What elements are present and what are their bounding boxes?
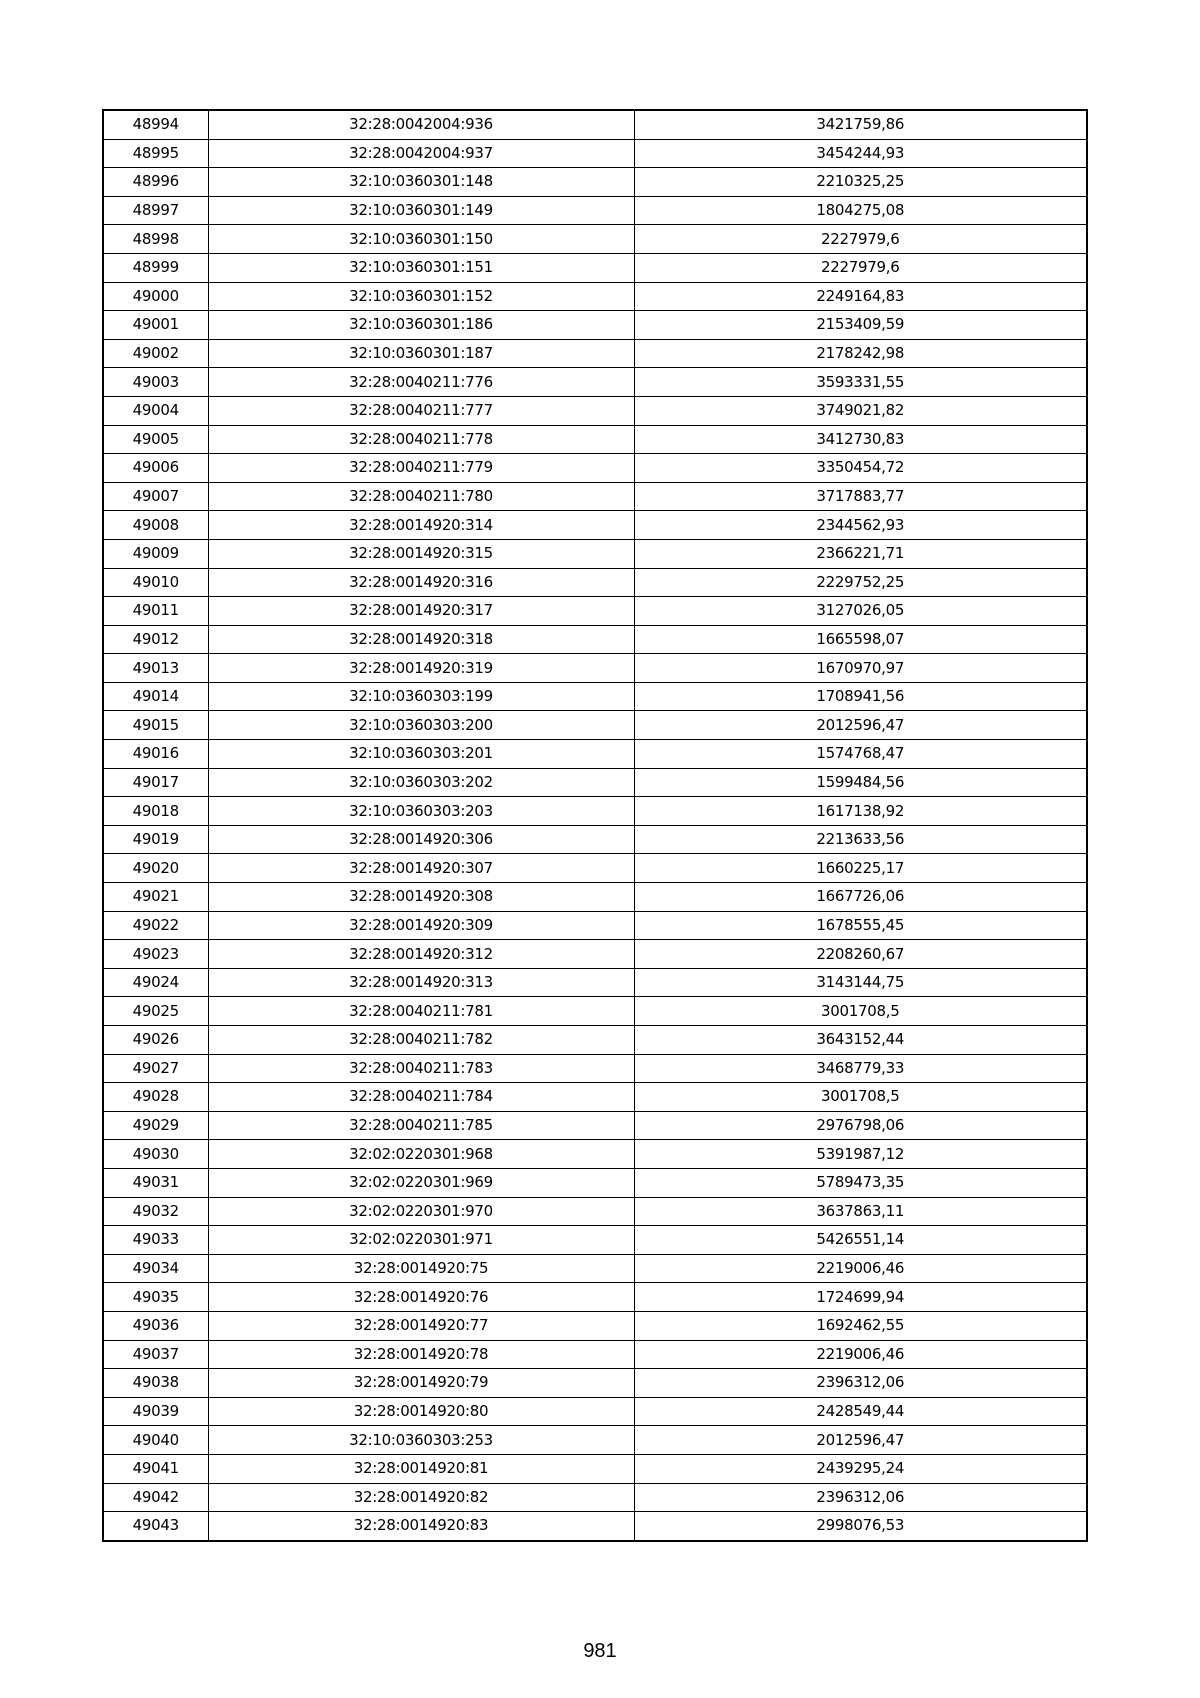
cadastral-number-cell: 32:28:0040211:784 [208,1083,634,1112]
value-cell: 3643152,44 [634,1026,1087,1055]
value-cell: 2998076,53 [634,1512,1087,1541]
table-row [103,625,1087,654]
value-cell: 3412730,83 [634,425,1087,454]
cadastral-number-cell: 32:28:0014920:313 [208,968,634,997]
table-row [103,1283,1087,1312]
table-row [103,1140,1087,1169]
row-number-cell: 49025 [103,997,208,1026]
row-number-cell: 49043 [103,1512,208,1541]
value-cell: 2229752,25 [634,568,1087,597]
row-number-cell: 49017 [103,768,208,797]
cadastral-number-cell: 32:10:0360301:149 [208,196,634,225]
table-row [103,682,1087,711]
table-row [103,968,1087,997]
value-cell: 5391987,12 [634,1140,1087,1169]
value-cell: 2208260,67 [634,940,1087,969]
table-row [103,1397,1087,1426]
cadastral-number-cell: 32:28:0014920:309 [208,911,634,940]
table-row [103,168,1087,197]
value-cell: 3421759,86 [634,110,1087,139]
table-row [103,253,1087,282]
cadastral-number-cell: 32:28:0014920:307 [208,854,634,883]
cadastral-number-cell: 32:02:0220301:971 [208,1226,634,1255]
table-row [103,568,1087,597]
cadastral-number-cell: 32:10:0360301:152 [208,282,634,311]
value-cell: 2396312,06 [634,1483,1087,1512]
table-row [103,225,1087,254]
row-number-cell: 49040 [103,1426,208,1455]
table-row [103,997,1087,1026]
value-cell: 1660225,17 [634,854,1087,883]
value-cell: 3637863,11 [634,1197,1087,1226]
value-cell: 3127026,05 [634,597,1087,626]
row-number-cell: 49041 [103,1454,208,1483]
row-number-cell: 49010 [103,568,208,597]
table-row [103,1426,1087,1455]
cadastral-number-cell: 32:28:0040211:783 [208,1054,634,1083]
cadastral-number-cell: 32:10:0360303:200 [208,711,634,740]
value-cell: 1665598,07 [634,625,1087,654]
cadastral-number-cell: 32:28:0014920:319 [208,654,634,683]
cadastral-number-cell: 32:10:0360301:151 [208,253,634,282]
row-number-cell: 48995 [103,139,208,168]
row-number-cell: 49035 [103,1283,208,1312]
table-row [103,883,1087,912]
value-cell: 2976798,06 [634,1111,1087,1140]
value-cell: 2366221,71 [634,539,1087,568]
cadastral-number-cell: 32:28:0042004:937 [208,139,634,168]
value-cell: 2219006,46 [634,1254,1087,1283]
value-cell: 2210325,25 [634,168,1087,197]
cadastral-number-cell: 32:28:0014920:315 [208,539,634,568]
row-number-cell: 49027 [103,1054,208,1083]
cadastral-number-cell: 32:10:0360303:203 [208,797,634,826]
value-cell: 2227979,6 [634,225,1087,254]
table-row [103,1454,1087,1483]
table-row [103,368,1087,397]
cadastral-number-cell: 32:28:0014920:306 [208,825,634,854]
table-row [103,139,1087,168]
row-number-cell: 49009 [103,539,208,568]
row-number-cell: 49013 [103,654,208,683]
row-number-cell: 49037 [103,1340,208,1369]
cadastral-number-cell: 32:28:0014920:77 [208,1311,634,1340]
cadastral-number-cell: 32:10:0360301:150 [208,225,634,254]
cadastral-number-cell: 32:28:0040211:782 [208,1026,634,1055]
table-row [103,1026,1087,1055]
row-number-cell: 49030 [103,1140,208,1169]
cadastral-number-cell: 32:28:0040211:777 [208,396,634,425]
cadastral-number-cell: 32:02:0220301:969 [208,1168,634,1197]
cadastral-number-cell: 32:28:0040211:785 [208,1111,634,1140]
row-number-cell: 49018 [103,797,208,826]
cadastral-value-table [102,109,1088,1542]
value-cell: 2012596,47 [634,1426,1087,1455]
row-number-cell: 49003 [103,368,208,397]
cadastral-number-cell: 32:28:0042004:936 [208,110,634,139]
table-body [103,110,1087,1541]
cadastral-number-cell: 32:28:0014920:314 [208,511,634,540]
value-cell: 3001708,5 [634,997,1087,1026]
row-number-cell: 49016 [103,740,208,769]
cadastral-number-cell: 32:10:0360303:253 [208,1426,634,1455]
value-cell: 1708941,56 [634,682,1087,711]
cadastral-number-cell: 32:28:0014920:317 [208,597,634,626]
table-row [103,1254,1087,1283]
row-number-cell: 49008 [103,511,208,540]
cadastral-number-cell: 32:28:0040211:778 [208,425,634,454]
cadastral-number-cell: 32:10:0360301:148 [208,168,634,197]
value-cell: 2227979,6 [634,253,1087,282]
row-number-cell: 49032 [103,1197,208,1226]
row-number-cell: 49006 [103,454,208,483]
value-cell: 3001708,5 [634,1083,1087,1112]
table-row [103,1197,1087,1226]
row-number-cell: 49005 [103,425,208,454]
cadastral-number-cell: 32:28:0014920:76 [208,1283,634,1312]
value-cell: 2344562,93 [634,511,1087,540]
row-number-cell: 48994 [103,110,208,139]
cadastral-number-cell: 32:02:0220301:970 [208,1197,634,1226]
value-cell: 5426551,14 [634,1226,1087,1255]
value-cell: 2213633,56 [634,825,1087,854]
value-cell: 1692462,55 [634,1311,1087,1340]
table-row [103,196,1087,225]
row-number-cell: 49021 [103,883,208,912]
row-number-cell: 49015 [103,711,208,740]
value-cell: 2428549,44 [634,1397,1087,1426]
table-row [103,1168,1087,1197]
table-row [103,940,1087,969]
row-number-cell: 49036 [103,1311,208,1340]
cadastral-number-cell: 32:28:0040211:776 [208,368,634,397]
table-row [103,1083,1087,1112]
table-row [103,110,1087,139]
row-number-cell: 49038 [103,1369,208,1398]
value-cell: 1724699,94 [634,1283,1087,1312]
table-row [103,1512,1087,1541]
value-cell: 2249164,83 [634,282,1087,311]
table-row [103,482,1087,511]
cadastral-number-cell: 32:10:0360301:186 [208,311,634,340]
cadastral-number-cell: 32:28:0040211:779 [208,454,634,483]
value-cell: 1599484,56 [634,768,1087,797]
table-row [103,539,1087,568]
table-row [103,825,1087,854]
row-number-cell: 48996 [103,168,208,197]
value-cell: 2439295,24 [634,1454,1087,1483]
row-number-cell: 49014 [103,682,208,711]
cadastral-number-cell: 32:10:0360303:201 [208,740,634,769]
row-number-cell: 49007 [103,482,208,511]
cadastral-number-cell: 32:28:0014920:308 [208,883,634,912]
table-row [103,511,1087,540]
table-row [103,1483,1087,1512]
cadastral-number-cell: 32:28:0014920:82 [208,1483,634,1512]
table-row [103,282,1087,311]
value-cell: 1667726,06 [634,883,1087,912]
row-number-cell: 49031 [103,1168,208,1197]
row-number-cell: 49023 [103,940,208,969]
value-cell: 2012596,47 [634,711,1087,740]
row-number-cell: 49026 [103,1026,208,1055]
cadastral-number-cell: 32:28:0014920:78 [208,1340,634,1369]
cadastral-number-cell: 32:28:0014920:81 [208,1454,634,1483]
cadastral-number-cell: 32:28:0040211:781 [208,997,634,1026]
value-cell: 3350454,72 [634,454,1087,483]
cadastral-number-cell: 32:28:0040211:780 [208,482,634,511]
row-number-cell: 49028 [103,1083,208,1112]
value-cell: 1574768,47 [634,740,1087,769]
row-number-cell: 49020 [103,854,208,883]
table-row [103,1226,1087,1255]
value-cell: 3468779,33 [634,1054,1087,1083]
table-row [103,1369,1087,1398]
table-row [103,768,1087,797]
value-cell: 3454244,93 [634,139,1087,168]
row-number-cell: 49002 [103,339,208,368]
table-row [103,425,1087,454]
table-row [103,1111,1087,1140]
table-row [103,1054,1087,1083]
value-cell: 2153409,59 [634,311,1087,340]
table-row [103,396,1087,425]
cadastral-number-cell: 32:28:0014920:83 [208,1512,634,1541]
cadastral-number-cell: 32:28:0014920:80 [208,1397,634,1426]
value-cell: 2219006,46 [634,1340,1087,1369]
table-row [103,1311,1087,1340]
cadastral-number-cell: 32:10:0360301:187 [208,339,634,368]
page-number: 981 [583,1640,617,1662]
table-row [103,311,1087,340]
row-number-cell: 49033 [103,1226,208,1255]
cadastral-number-cell: 32:10:0360303:202 [208,768,634,797]
value-cell: 5789473,35 [634,1168,1087,1197]
value-cell: 1617138,92 [634,797,1087,826]
value-cell: 3749021,82 [634,396,1087,425]
cadastral-number-cell: 32:28:0014920:312 [208,940,634,969]
table-row [103,339,1087,368]
value-cell: 1670970,97 [634,654,1087,683]
table-row [103,454,1087,483]
row-number-cell: 48999 [103,253,208,282]
cadastral-number-cell: 32:28:0014920:79 [208,1369,634,1398]
table-row [103,654,1087,683]
row-number-cell: 49019 [103,825,208,854]
row-number-cell: 49022 [103,911,208,940]
row-number-cell: 49029 [103,1111,208,1140]
value-cell: 1678555,45 [634,911,1087,940]
value-cell: 2178242,98 [634,339,1087,368]
cadastral-number-cell: 32:28:0014920:75 [208,1254,634,1283]
row-number-cell: 49012 [103,625,208,654]
row-number-cell: 49042 [103,1483,208,1512]
row-number-cell: 49039 [103,1397,208,1426]
value-cell: 3143144,75 [634,968,1087,997]
cadastral-number-cell: 32:28:0014920:318 [208,625,634,654]
value-cell: 1804275,08 [634,196,1087,225]
value-cell: 3717883,77 [634,482,1087,511]
table-row [103,597,1087,626]
table-row [103,711,1087,740]
row-number-cell: 48997 [103,196,208,225]
cadastral-number-cell: 32:28:0014920:316 [208,568,634,597]
row-number-cell: 49024 [103,968,208,997]
table-row [103,1340,1087,1369]
row-number-cell: 49011 [103,597,208,626]
cadastral-number-cell: 32:10:0360303:199 [208,682,634,711]
table-row [103,740,1087,769]
cadastral-number-cell: 32:02:0220301:968 [208,1140,634,1169]
row-number-cell: 49000 [103,282,208,311]
row-number-cell: 48998 [103,225,208,254]
table-row [103,854,1087,883]
value-cell: 2396312,06 [634,1369,1087,1398]
value-cell: 3593331,55 [634,368,1087,397]
row-number-cell: 49004 [103,396,208,425]
table-row [103,911,1087,940]
row-number-cell: 49001 [103,311,208,340]
row-number-cell: 49034 [103,1254,208,1283]
table-row [103,797,1087,826]
